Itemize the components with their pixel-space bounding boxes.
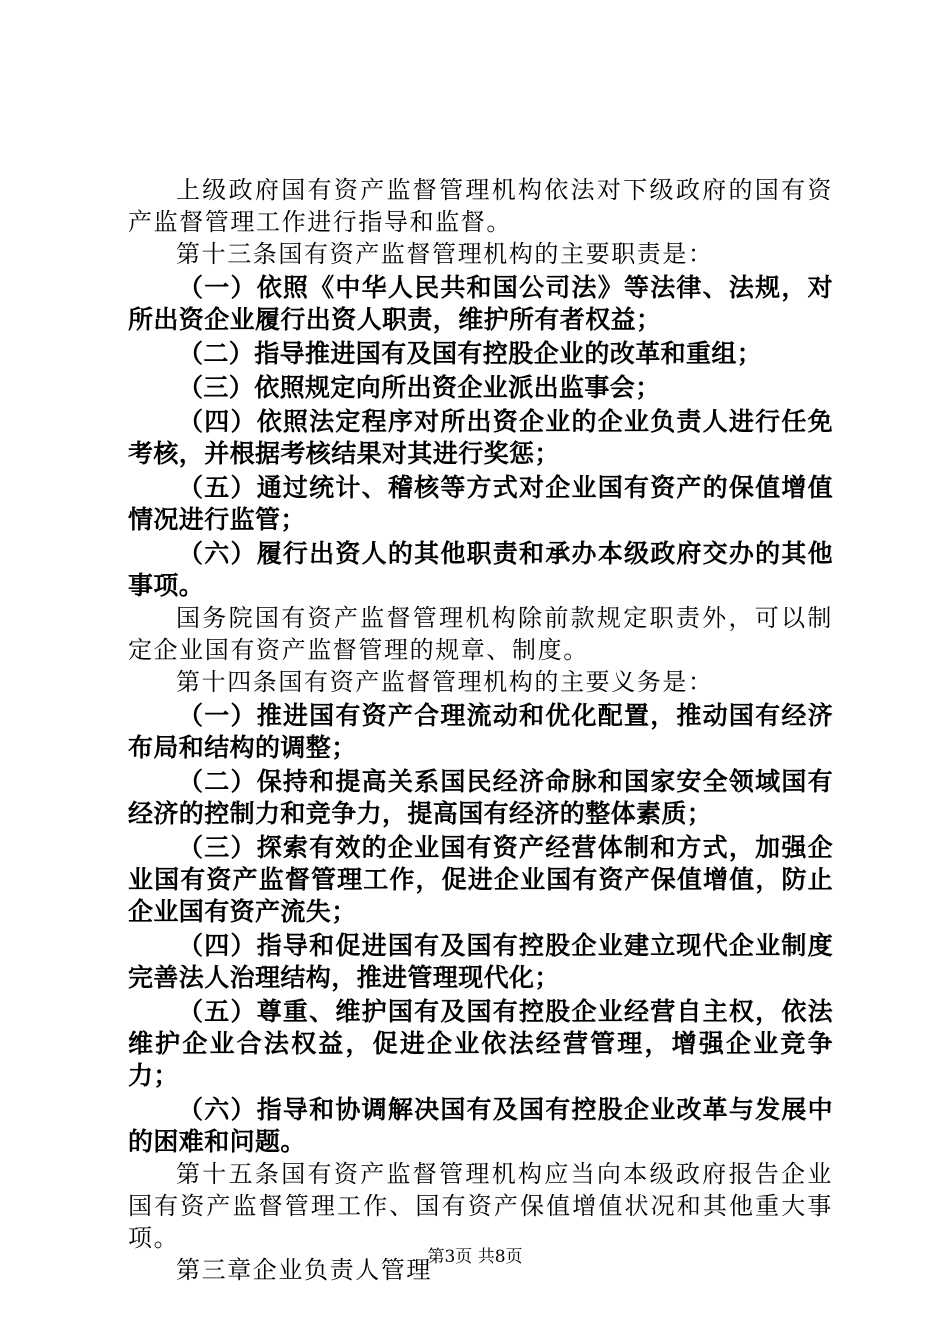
paragraph: （二）指导推进国有及国有控股企业的改革和重组； [178,339,763,368]
paragraph: （四）依照法定程序对所出资企业的企业负责人进行任免考核，并根据考核结果对其进行奖惩； [128,407,833,468]
paragraph: 第十五条国有资产监督管理机构应当向本级政府报告企业国有资产监督管理工作、国有资产保值增值状况和其他重大事项。 [128,1160,833,1252]
paragraph: 第十四条国有资产监督管理机构的主要义务是： [176,668,714,696]
paragraph: 第三章企业负责人管理 [176,1256,432,1284]
document-body [128,174,833,1286]
paragraph: （二）保持和提高关系国民经济命脉和国家安全领域国有经济的控制力和竞争力，提高国有经济的整体素质； [128,767,833,828]
paragraph: 第十三条国有资产监督管理机构的主要职责是： [176,240,714,268]
paragraph: （一）依照《中华人民共和国公司法》等法律、法规，对所出资企业履行出资人职责，维护所有者权益； [128,273,833,334]
paragraph: 国务院国有资产监督管理机构除前款规定职责外，可以制定企业国有资产监督管理的规章、制度。 [128,604,833,664]
paragraph: （三）探索有效的企业国有资产经营体制和方式，加强企业国有资产监督管理工作，促进企业国有资产保值增值，防止企业国有资产流失； [128,833,833,926]
paragraph: （六）指导和协调解决国有及国有控股企业改革与发展中的困难和问题。 [128,1095,833,1156]
paragraph: （五）通过统计、稽核等方式对企业国有资产的保值增值情况进行监管； [128,473,833,534]
paragraph: （一）推进国有资产合理流动和优化配置，推动国有经济布局和结构的调整； [128,701,833,762]
paragraph: （五）尊重、维护国有及国有控股企业经营自主权，依法维护企业合法权益，促进企业依法经营管理，增强企业竞争力； [128,997,833,1090]
paragraph: 上级政府国有资产监督管理机构依法对下级政府的国有资产监督管理工作进行指导和监督。 [128,176,833,236]
paragraph: （四）指导和促进国有及国有控股企业建立现代企业制度完善法人治理结构，推进管理现代化； [128,931,833,992]
paragraph: （三）依照规定向所出资企业派出监事会； [178,373,661,402]
paragraph: （六）履行出资人的其他职责和承办本级政府交办的其他事项。 [128,539,833,600]
page-number-footer: 第3页 共8页 [427,1247,523,1267]
